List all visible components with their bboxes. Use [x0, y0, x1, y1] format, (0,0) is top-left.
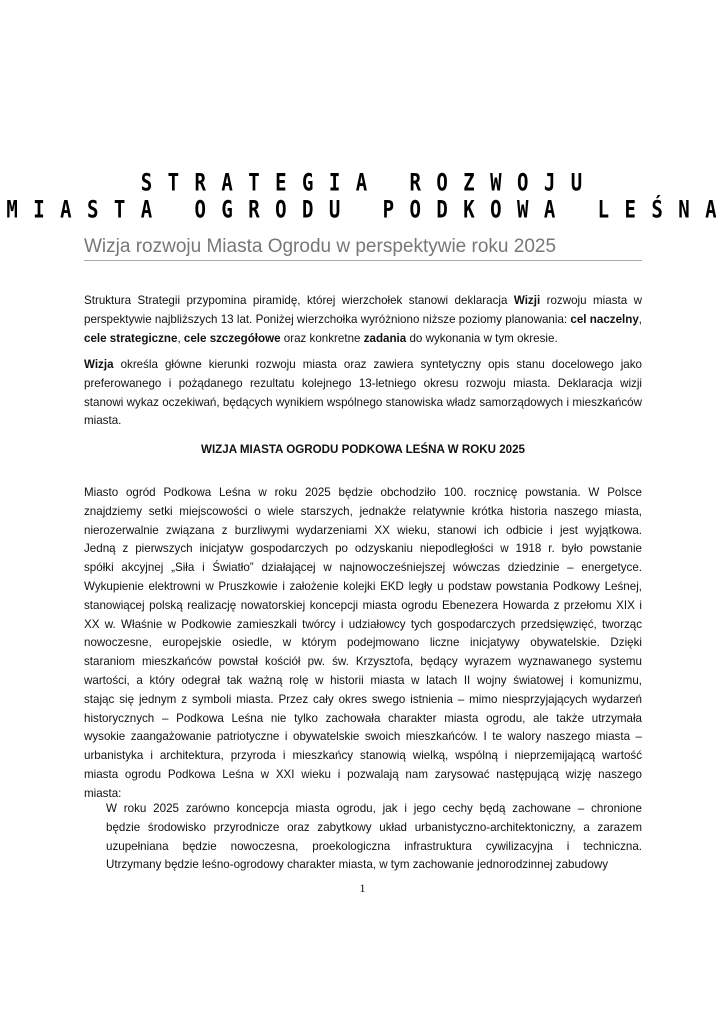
paragraph-vision-2025	[106, 800, 642, 875]
text-line: wartości, a który odegrał tak ważną rolę w historii miasta w latach II wojny światowej i komunizmu,	[84, 673, 642, 687]
section-subtitle: Wizja rozwoju Miasta Ogrodu w perspektywie roku 2025	[84, 236, 642, 261]
text-line: nierozerwalnie związana z burzliwymi wydarzeniami XX wieku, stanowi ich odbicie i jest wyjątkowa.	[84, 523, 642, 537]
text-line: W roku 2025 zarówno koncepcja miasta ogrodu, jak i jego cechy będą zachowane – chronione	[106, 802, 642, 815]
paragraph-vision-definition: Wizja określa główne kierunki rozwoju miasta oraz zawiera syntetyczny opis stanu docelowego jako preferowanego i pożądanego rezultatu kolejnego 13-letniego okresu rozwoju miasta. Deklaracja wizji stanowi wykaz oczekiwań, będących wynikiem wspólnego stanowiska władz samorządowych i mieszkańców miasta.	[84, 358, 642, 428]
paragraph-history	[84, 484, 642, 804]
text-line: Jedną z pierwszych inicjatyw gospodarczych po odzyskaniu niepodległości w 1918 r. było powstanie	[84, 542, 642, 556]
text-line: miasta:	[84, 786, 122, 800]
text-line: wysokie zaangażowanie patriotyczne i obywatelskie swoich mieszkańców. I te walory naszego miasta –	[84, 730, 642, 744]
strategy-title-line-1: S T R A T E G I A R O Z W O J U	[140, 169, 585, 197]
page-number: 1	[359, 881, 366, 895]
strategy-title-line-2: M I A S T A O G R O D U P O D K O W A L E Ś N A	[6, 196, 719, 224]
text-line: stając się jednym z symboli miasta. Przez cały okres swego istnienia – mimo niesprzyjających wydarzeń	[84, 692, 642, 706]
text-line: staraniom mieszkańców powstał kościół pw. św. Krzysztofa, będący wyrazem wyznawanego systemu	[84, 655, 642, 669]
text-line: Miasto ogród Podkowa Leśna w roku 2025 będzie obchodziło 100. rocznicę powstania. W Polsce	[84, 486, 642, 499]
text-line: Utrzymany będzie leśno-ogrodowy charakter miasta, w tym zachowanie jednorodzinnej zabudowy	[106, 858, 608, 872]
text-line: będzie środowisko przyrodnicze oraz zabytkowy układ urbanistyczno-architektoniczny, a zarazem	[106, 820, 642, 834]
text-line: Wykupienie elektrowni w Pruszkowie i założenie kolejki EKD legły u podstaw powstania Podkowy Leśnej,	[84, 579, 642, 593]
text-line: spółki akcyjnej „Siła i Światło” działającej w najnowocześniejszej wówczas dziedzinie – energetyce.	[84, 561, 642, 575]
paragraph-structure: Struktura Strategii przypomina piramidę, której wierzchołek stanowi deklaracja Wizji rozwoju miasta w perspektywie najbliższych 13 lat. Poniżej wierzchołka wyróżniono niższe poziomy planowania: cel naczelny, cele strategiczne, cele szczegółowe oraz konkretne zadania do wykonania w tym okresie.	[84, 294, 643, 345]
text-line: nowoczesne, europejskie osiedle, w którym podejmowano liczne inicjatywy obywatelskie. Dzięki	[84, 636, 642, 650]
text-line: XX w. Właśnie w Podkowie zamieszkali twórcy i udziałowcy tych gospodarczych przedsięwzięć, tworząc	[84, 617, 642, 631]
text-line: znajdziemy setki miejscowości o wiele starszych, jednakże relatywnie krótka historia naszego miasta,	[84, 504, 642, 518]
text-line: uzupełniana będzie nowoczesna, proekologiczna infrastruktura cywilizacyjna i techniczna.	[106, 839, 642, 853]
text-line: historycznych – Podkowa Leśna nie tylko zachowała charakter miasta ogrodu, ale także utrzymała	[84, 711, 642, 725]
text-line: urbanistyka i architektura, przyroda i mieszkańcy stanowią wielką, wspólną i nieprzemijającą wartość	[84, 749, 642, 763]
vision-heading: WIZJA MIASTA OGRODU PODKOWA LEŚNA W ROKU 2025	[201, 443, 525, 456]
text-line: stanowiącej polską realizację nowatorskiej koncepcji miasta ogrodu Ebenezera Howarda z przełomu XIX i	[84, 598, 642, 612]
text-line: miasta ogrodu Podkowa Leśna w XXI wieku i pozwalają nam zarysować następującą wizję naszego	[84, 767, 642, 781]
